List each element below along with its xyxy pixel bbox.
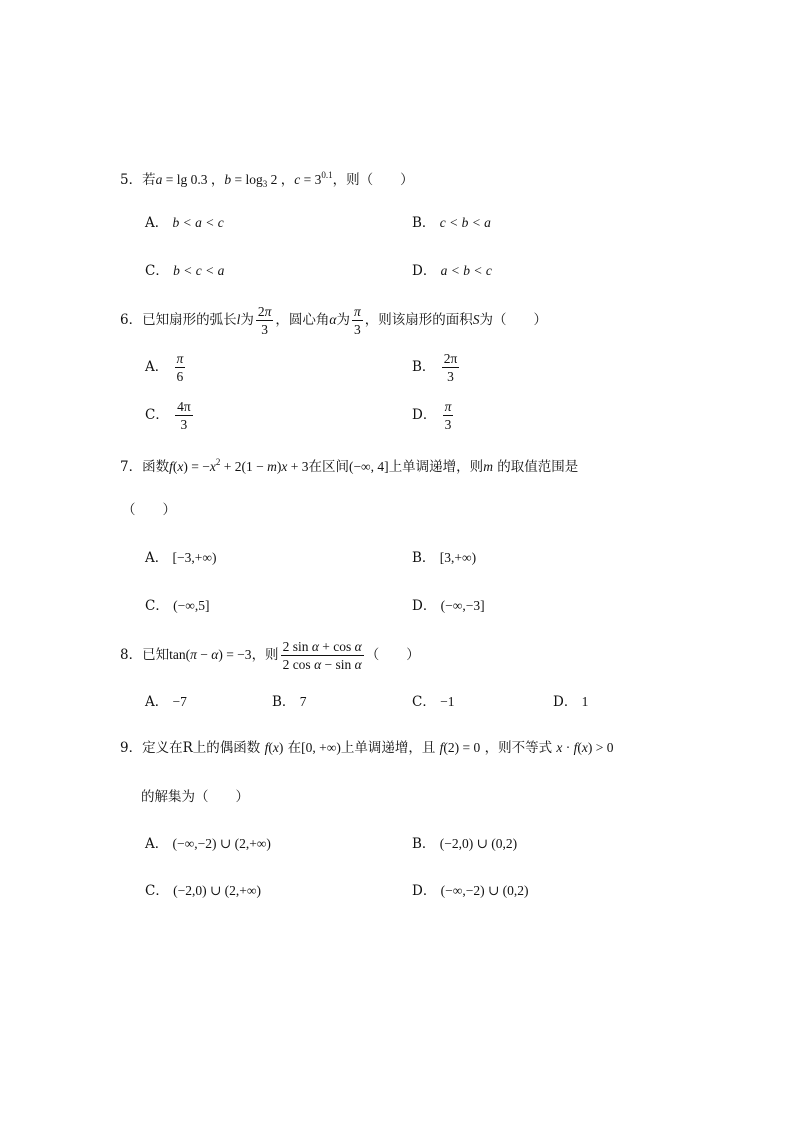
question-9-stem: 9．定义在R上的偶函数 f(x) 在[0, +∞)上单调递增，且 f(2) = 0 ，则不等式 x · f(x) > 0 xyxy=(120,740,614,756)
question-6-stem: 6．已知扇形的弧长l为 $\frac{2\pi}{3}$ ，圆心角α为 $\frac{\pi}{3}$ ，则该扇形的面积S为（ ） xyxy=(120,304,547,337)
question-5-option-d[interactable]: D． a < b < c xyxy=(412,263,492,279)
question-9-option-a[interactable]: A． (−∞,−2) ∪ (2,+∞) xyxy=(145,836,271,852)
question-9-stem-cont: 的解集为（ ） xyxy=(141,789,249,805)
math-a-def: a xyxy=(155,172,163,187)
question-6-option-c[interactable]: C． $\frac{4\pi}{3}$ xyxy=(145,399,191,432)
question-8-option-c[interactable]: C． −1 xyxy=(412,694,455,710)
question-5-option-b[interactable]: B． c < b < a xyxy=(412,215,491,231)
question-8-option-a[interactable]: A． −7 xyxy=(145,694,187,710)
question-5-option-a[interactable]: A． b < a < c xyxy=(145,215,224,231)
function-expression: $f(x) = -x^2 + 2(1 - m)x + 3$ xyxy=(169,457,309,474)
fraction-pi-over-3: $\frac{\pi}{3}$ xyxy=(353,304,361,337)
question-8-option-d[interactable]: D． 1 xyxy=(553,694,589,710)
question-6-option-a[interactable]: A． $\frac{\pi}{6}$ xyxy=(145,351,184,384)
question-7-option-b[interactable]: B． [3,+∞) xyxy=(412,550,477,566)
fraction-2pi-over-3: $\frac{2\pi}{3}$ xyxy=(257,304,272,337)
question-7-answer-blank: （ ） xyxy=(122,502,176,518)
question-8-stem: 8．已知tan(π − α) = −3，则 $\frac{\text{2 sin α + cos α}}{\text{2 cos α − sin α}}$ （ ） xyxy=(120,639,420,672)
trig-fraction: $\frac{\text{2 sin α + cos α}}{\text{2 cos α − sin α}}$ xyxy=(282,639,362,672)
question-6-option-b[interactable]: B． $\frac{2\pi}{3}$ xyxy=(412,351,458,384)
question-9-option-d[interactable]: D． (−∞,−2) ∪ (0,2) xyxy=(412,883,529,899)
question-6-option-d[interactable]: D． $\frac{\pi}{3}$ xyxy=(412,399,452,432)
question-9-option-c[interactable]: C． (−2,0) ∪ (2,+∞) xyxy=(145,883,262,899)
question-7-option-d[interactable]: D． (−∞,−3] xyxy=(412,598,485,614)
question-7-stem: 7．函数$f(x) = -x^2 + 2(1 - m)x + 3$在区间(−∞, 4]上单调递增，则m 的取值范围是 xyxy=(120,457,579,475)
question-8-option-b[interactable]: B． 7 xyxy=(272,694,307,710)
question-5-option-c[interactable]: C． b < c < a xyxy=(145,263,225,279)
question-9-option-b[interactable]: B． (−2,0) ∪ (0,2) xyxy=(412,836,518,852)
question-7-option-a[interactable]: A． [−3,+∞) xyxy=(145,550,217,566)
question-7-option-c[interactable]: C． (−∞,5] xyxy=(145,598,210,614)
question-5-stem: 5．若a = lg 0.3 ，$b = \log_3 2$ ，$c = 3^{0.1}$，则（ ） xyxy=(120,170,414,189)
